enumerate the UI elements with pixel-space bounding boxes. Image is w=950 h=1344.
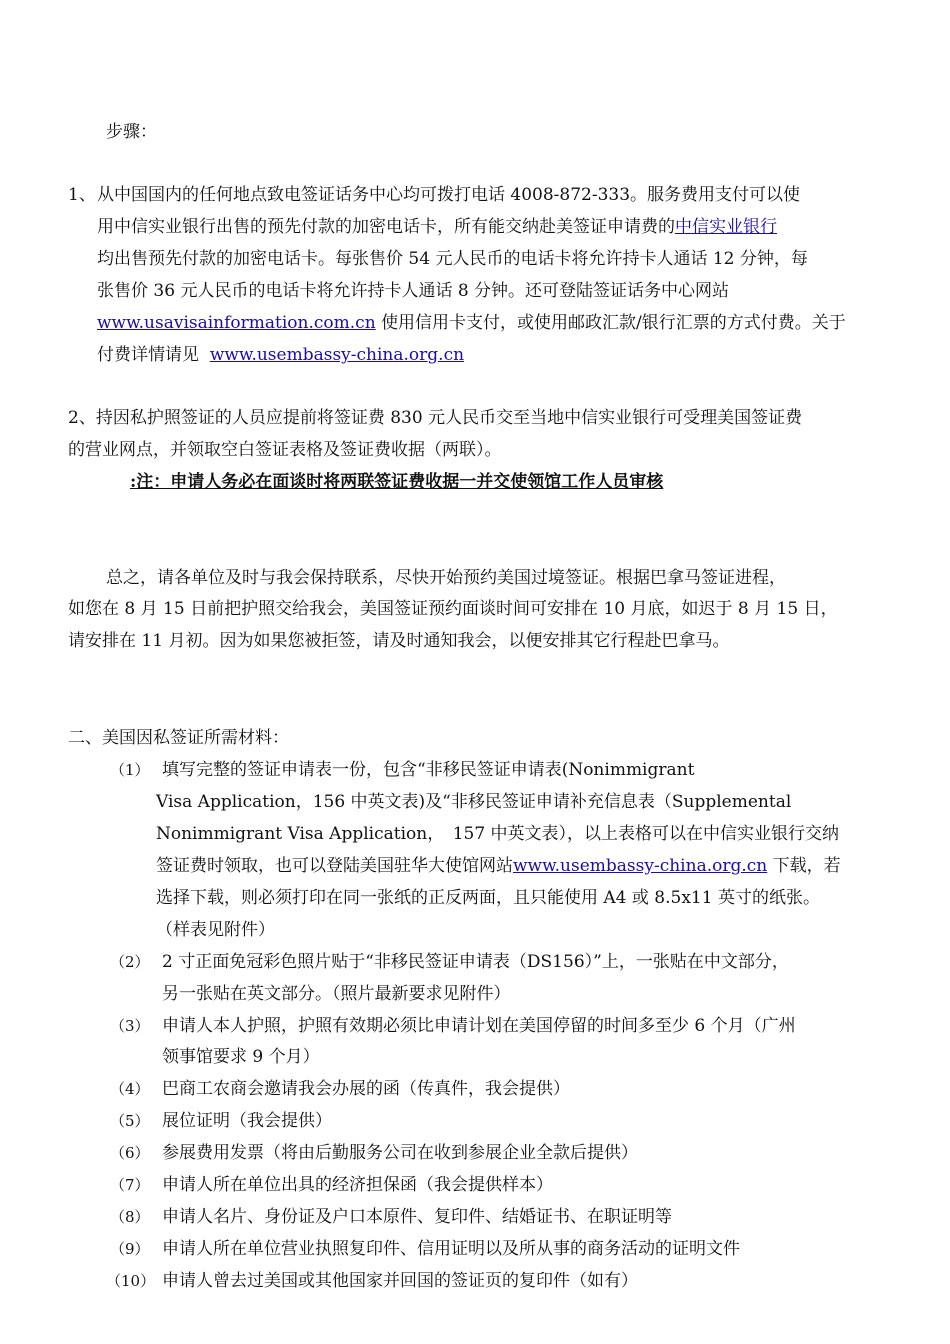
- usavisainformation-link[interactable]: www.usavisainformation.com.cn: [97, 313, 376, 333]
- summary-line3: 请安排在 11 月初。因为如果您被拒签，请及时通知我会，以便安排其它行程赴巴拿马。: [68, 631, 730, 651]
- step1-line3: 均出售预先付款的加密电话卡。每张售价 54 元人民币的电话卡将允许持卡人通话 12 分钟，每: [97, 249, 808, 269]
- item1-line4-suffix: 下载，若: [772, 856, 841, 876]
- step2-line2: 的营业网点，并领取空白签证表格及签证费收据（两联）。: [68, 440, 502, 460]
- step1-line5-text: 使用信用卡支付，或使用邮政汇款/银行汇票的方式付费。关于: [381, 313, 846, 333]
- step1-line2: [97, 216, 777, 238]
- item9-number: （9）: [110, 1240, 150, 1258]
- usembassy-link[interactable]: www.usembassy-china.org.cn: [209, 345, 465, 365]
- item5-text: 展位证明（我会提供）: [162, 1111, 332, 1131]
- item6-number: （6）: [110, 1144, 150, 1162]
- summary-line2: 如您在 8 月 15 日前把护照交给我会，美国签证预约面谈时间可安排在 10 月底，如迟于 8 月 15 日，: [68, 599, 838, 619]
- step1-line6-text: 付费详情请见: [97, 345, 199, 365]
- item1-line2: Visa Application，156 中英文表)及“非移民签证申请补充信息表（Supplemental: [156, 792, 792, 812]
- step1-line2-text: 用中信实业银行出售的预先付款的加密电话卡，所有能交纳赴美签证申请费的: [97, 217, 675, 237]
- item2-number: （2）: [110, 953, 150, 971]
- step1-number: 1、: [68, 185, 96, 205]
- item10-text: 申请人曾去过美国或其他国家并回国的签证页的复印件（如有）: [162, 1271, 638, 1291]
- step2-note: :注：申请人务必在面谈时将两联签证费收据一并交使领馆工作人员审核: [130, 472, 664, 492]
- usembassy-download-link[interactable]: www.usembassy-china.org.cn: [513, 856, 768, 876]
- item9-text: 申请人所在单位营业执照复印件、信用证明以及所从事的商务活动的证明文件: [162, 1239, 740, 1259]
- item8-text: 申请人名片、身份证及户口本原件、复印件、结婚证书、在职证明等: [162, 1207, 672, 1227]
- item7-number: （7）: [110, 1176, 150, 1194]
- item3-line1: 申请人本人护照，护照有效期必须比申请计划在美国停留的时间多至少 6 个月（广州: [162, 1016, 796, 1036]
- step2-line1: 2、持因私护照签证的人员应提前将签证费 830 元人民币交至当地中信实业银行可受理美国签证费: [68, 408, 803, 428]
- item3-number: （3）: [110, 1017, 150, 1035]
- item2-line1: 2 寸正面免冠彩色照片贴于“非移民签证申请表（DS156）”上，一张贴在中文部分，: [162, 952, 789, 972]
- item1-line1: 填写完整的签证申请表一份，包含“非移民签证申请表(Nonimmigrant: [162, 760, 695, 780]
- step1-line1: 从中国国内的任何地点致电签证话务中心均可拨打电话 4008-872-333。服务费用支付可以使: [97, 185, 801, 205]
- item5-number: （5）: [110, 1112, 150, 1130]
- steps-heading: 步骤：: [106, 122, 157, 142]
- item1-line5: 选择下载，则必须打印在同一张纸的正反两面，且只能使用 A4 或 8.5x11 英寸的纸张。: [156, 888, 820, 908]
- section2-title: 二、美国因私签证所需材料：: [68, 728, 289, 748]
- step1-line6: [97, 344, 464, 366]
- step1-line5: [97, 312, 846, 334]
- item1-line6: （样表见附件）: [156, 920, 275, 940]
- item2-line2: 另一张贴在英文部分。（照片最新要求见附件）: [162, 984, 511, 1004]
- item1-line4: [156, 855, 841, 877]
- step1-line4: 张售价 36 元人民币的电话卡将允许持卡人通话 8 分钟。还可登陆签证话务中心网站: [97, 281, 730, 301]
- item4-number: （4）: [110, 1080, 150, 1098]
- item1-line4-text: 签证费时领取，也可以登陆美国驻华大使馆网站: [156, 856, 513, 876]
- item1-number: （1）: [110, 761, 150, 779]
- summary-line1: 总之，请各单位及时与我会保持联系，尽快开始预约美国过境签证。根据巴拿马签证进程，: [106, 568, 786, 588]
- item6-text: 参展费用发票（将由后勤服务公司在收到参展企业全款后提供）: [162, 1143, 638, 1163]
- item10-number: （10）: [106, 1272, 156, 1290]
- item4-text: 巴商工农商会邀请我会办展的函（传真件，我会提供）: [162, 1079, 570, 1099]
- item3-line2: 领事馆要求 9 个月）: [162, 1047, 320, 1067]
- item7-text: 申请人所在单位出具的经济担保函（我会提供样本）: [162, 1175, 553, 1195]
- item1-line3: Nonimmigrant Visa Application， 157 中英文表），以上表格可以在中信实业银行交纳: [156, 824, 840, 844]
- citic-bank-link[interactable]: 中信实业银行: [675, 217, 777, 237]
- item8-number: （8）: [110, 1208, 150, 1226]
